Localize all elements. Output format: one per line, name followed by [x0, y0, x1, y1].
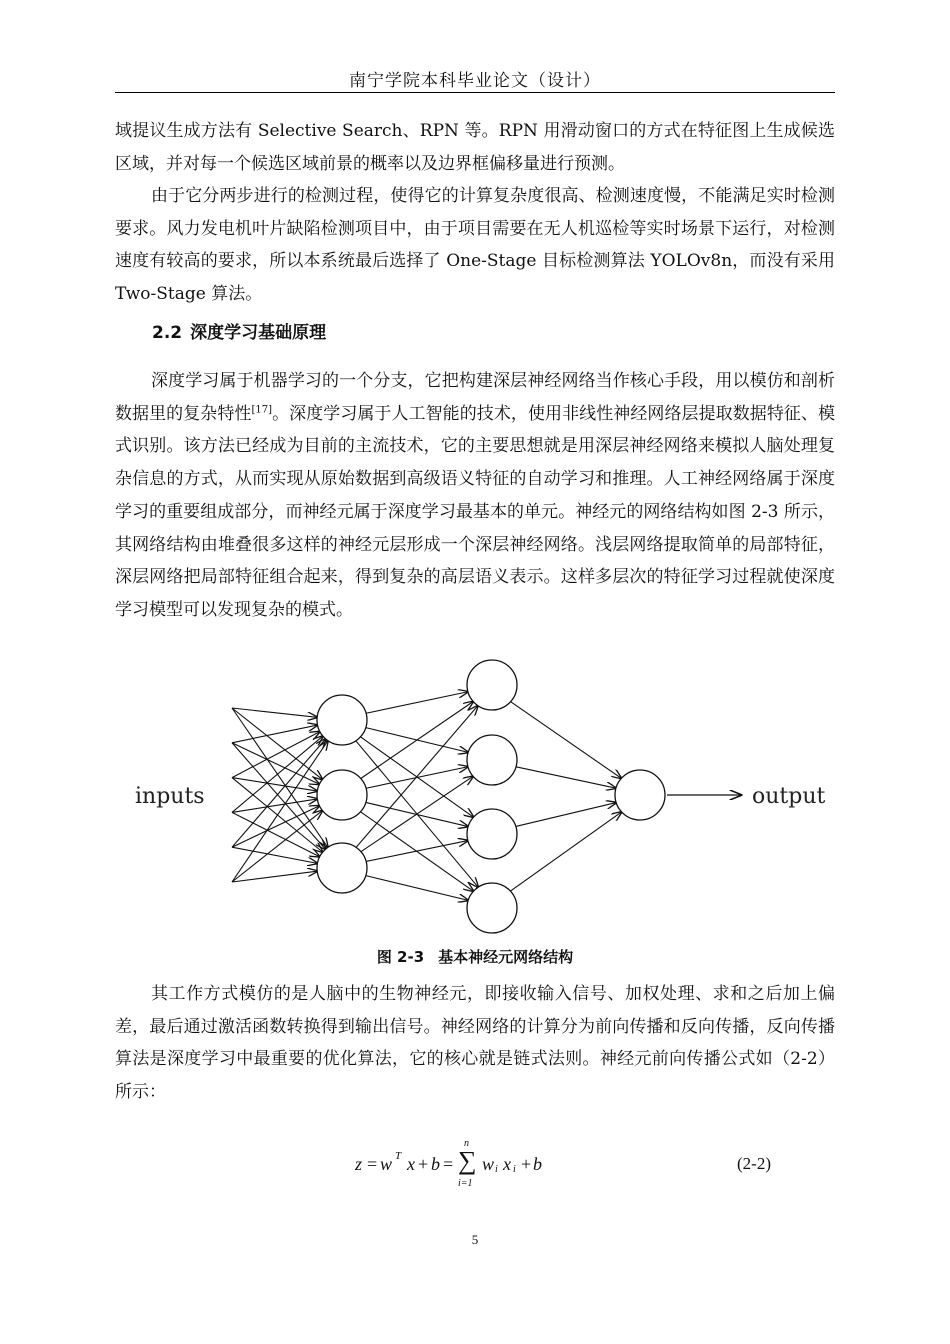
connection-l0-4-0 — [232, 739, 326, 847]
connection-l2-2-0 — [516, 803, 616, 827]
connection-l0-5-2 — [232, 871, 317, 882]
header-title: 南宁学院本科毕业论文（设计） — [349, 71, 601, 91]
connection-l0-0-0 — [232, 708, 317, 717]
paragraph-3-text-a: 深度学习属于机器学习的一个分支，它把构建深层神经网络当作核心手段，用以模仿和剖析数据里的复杂特性 — [115, 371, 835, 424]
formula-plus-2: + — [521, 1154, 532, 1174]
neuron-layer2-2 — [467, 809, 517, 859]
connection-l0-3-1 — [232, 799, 317, 812]
connection-l1-1-1 — [366, 767, 468, 789]
neuron-layer1-2 — [317, 843, 367, 893]
connection-l1-2-0 — [356, 706, 478, 848]
connection-l0-1-1 — [232, 743, 319, 784]
neuron-layer1-0 — [317, 695, 367, 745]
connection-l1-2-3 — [366, 876, 468, 901]
formula-z: z — [355, 1154, 363, 1174]
citation-17: [17] — [251, 404, 273, 416]
formula-sub-i-2: i — [513, 1164, 516, 1175]
connection-l0-5-0 — [232, 741, 328, 882]
caption-number: 图 2-3 — [376, 948, 425, 966]
neuron-layer1-1 — [317, 770, 367, 820]
formula-equals-1: = — [367, 1154, 378, 1174]
formula-xi: x — [503, 1154, 511, 1174]
formula-w: w — [380, 1154, 393, 1174]
connection-l0-4-1 — [232, 806, 319, 847]
connection-l0-1-2 — [232, 743, 325, 849]
inputs-label: inputs — [135, 784, 205, 809]
formula-2-2 — [355, 1140, 655, 1192]
paragraph-3-text-b: 。深度学习属于人工智能的技术，使用非线性神经网络层提取数据特征、模式识别。该方法已经成为目前的主流技术，它的主要思想就是用深层神经网络来模拟人脑处理复杂信息的方式，从而实现从原始数据到高级语义特征的自动学习和推理。人工神经网络属于深度学习的重要组成部分，而神经元属于深度学习最基本的单元。神经元的网络结构如图 2-3 所示，其网络结构由堆叠很多这样的神经元层形成一个深层神经网络。浅层网络提取简单的局部特征，深层网络把局部特征组合起来，得到复杂的高层语义表示。这样多层次的特征学习过程就使深度学习模型可以发现复杂的模式。 — [115, 403, 836, 620]
neuron-layer2-0 — [467, 660, 517, 710]
paragraph-3 — [115, 365, 835, 627]
paragraph-1: 域提议生成方法有 Selective Search、RPN 等。RPN 用滑动窗口的方式在特征图上生成候选区域，并对每一个候选区域前景的概率以及边界框偏移量进行预测。 — [115, 121, 835, 174]
section-heading — [152, 318, 334, 343]
neuron-layer2-1 — [467, 735, 517, 785]
neuron-layer2-3 — [467, 883, 517, 933]
formula-sum: ∑ — [458, 1146, 477, 1175]
paragraph-2: 由于它分两步进行的检测过程，使得它的计算复杂度很高、检测速度慢，不能满足实时检测要求。风力发电机叶片缺陷检测项目中，由于项目需要在无人机巡检等实时场景下运行，对检测速度有较高的要求，所以本系统最后选择了 One-Stage 目标检测算法 YOLOv8n，而没有采用 Two-Stage 算法。 — [115, 186, 835, 305]
connection-l1-0-0 — [366, 692, 468, 714]
formula-b: b — [431, 1154, 440, 1174]
neural-network-figure — [120, 650, 840, 940]
section-title: 深度学习基础原理 — [190, 323, 327, 343]
caption-title: 基本神经元网络结构 — [438, 948, 574, 966]
formula-equals-2: = — [443, 1154, 454, 1174]
formula-sub-i-1: i — [495, 1164, 498, 1175]
connection-l1-2-2 — [366, 841, 468, 862]
connection-l2-0-0 — [511, 702, 622, 779]
formula-transpose: T — [395, 1150, 402, 1162]
header-rule — [115, 92, 835, 93]
section-number: 2.2 — [152, 323, 183, 343]
formula-x: x — [407, 1154, 415, 1174]
connection-l1-1-0 — [361, 702, 473, 779]
neural-network-diagram — [120, 650, 840, 940]
formula-wi: w — [482, 1154, 495, 1174]
formula-b-2: b — [533, 1154, 542, 1174]
equation-number: (2-2) — [737, 1154, 771, 1173]
connection-l0-2-0 — [232, 732, 320, 778]
connection-l0-2-1 — [232, 778, 317, 791]
formula-plus-1: + — [418, 1154, 429, 1174]
page-number: 5 — [471, 1232, 479, 1247]
figure-caption — [0, 946, 950, 967]
paragraph-4: 其工作方式模仿的是人脑中的生物神经元，即接收输入信号、加权处理、求和之后加上偏差，最后通过激活函数转换得到输出信号。神经网络的计算分为前向传播和反向传播，反向传播算法是深度学习中最重要的优化算法，它的核心就是链式法则。神经元前向传播公式如（2-2）所示： — [115, 984, 835, 1103]
output-label: output — [752, 784, 826, 809]
connection-l0-3-0 — [232, 736, 323, 812]
formula-upper-limit: n — [464, 1138, 469, 1149]
connection-l0-5-1 — [232, 811, 322, 882]
connection-l2-1-0 — [516, 767, 616, 788]
connection-l0-0-2 — [232, 708, 328, 847]
formula-lower-limit: i=1 — [458, 1178, 473, 1189]
neuron-layer3-0 — [615, 770, 665, 820]
connection-l1-2-1 — [361, 776, 473, 851]
